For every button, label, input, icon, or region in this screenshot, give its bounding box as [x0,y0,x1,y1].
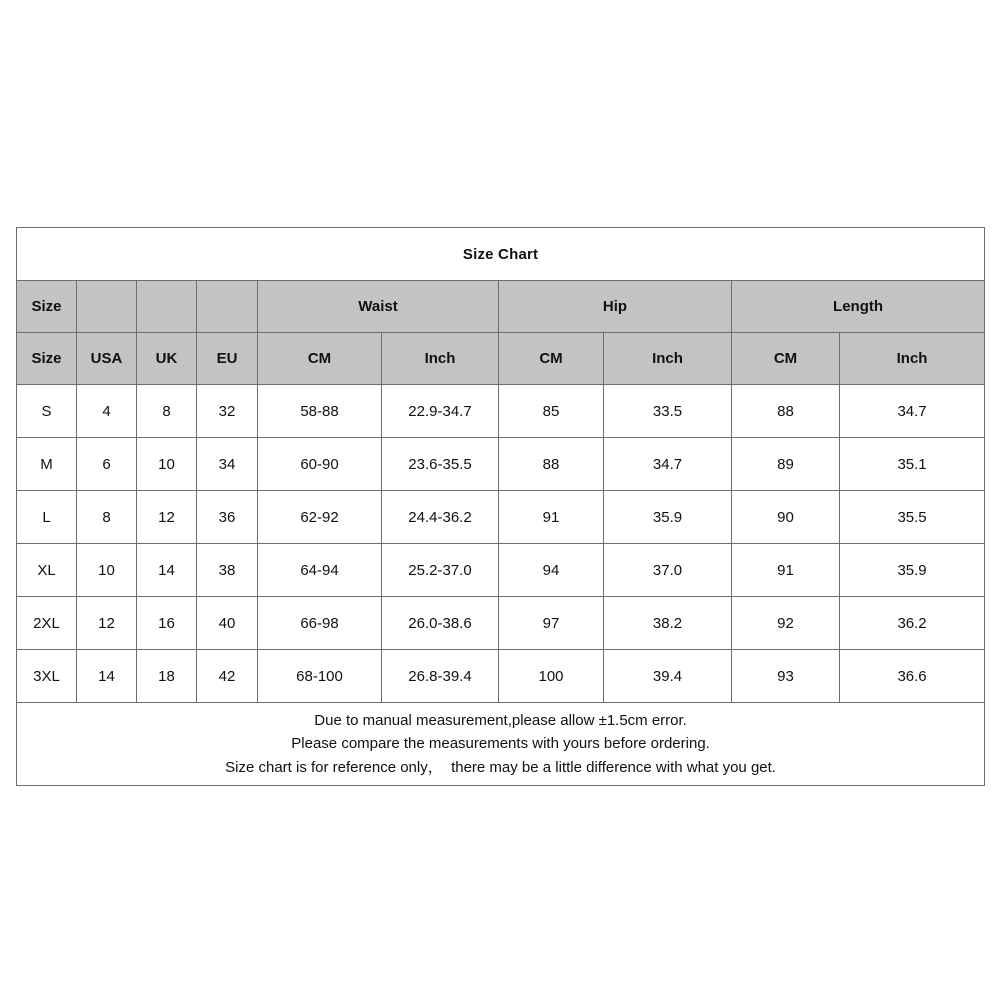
cell-hip-inch: 37.0 [604,544,732,597]
sub-header-row [17,333,985,385]
sub-header-eu: EU [197,333,258,385]
cell-waist-cm: 60-90 [258,438,382,491]
cell-waist-cm: 64-94 [258,544,382,597]
cell-usa: 8 [77,491,137,544]
cell-size: M [17,438,77,491]
cell-hip-cm: 88 [499,438,604,491]
group-header-blank-1 [77,281,137,333]
cell-waist-cm: 68-100 [258,650,382,703]
sub-header-size: Size [17,333,77,385]
cell-length-inch: 36.6 [840,650,985,703]
cell-usa: 4 [77,385,137,438]
cell-usa: 12 [77,597,137,650]
cell-hip-inch: 33.5 [604,385,732,438]
group-header-row [17,281,985,333]
cell-waist-inch: 24.4-36.2 [382,491,499,544]
cell-length-inch: 35.1 [840,438,985,491]
cell-uk: 8 [137,385,197,438]
cell-waist-inch: 23.6-35.5 [382,438,499,491]
cell-length-inch: 35.5 [840,491,985,544]
cell-hip-cm: 100 [499,650,604,703]
group-header-blank-3 [197,281,258,333]
cell-eu: 34 [197,438,258,491]
cell-waist-cm: 66-98 [258,597,382,650]
cell-length-inch: 34.7 [840,385,985,438]
cell-size: 2XL [17,597,77,650]
cell-usa: 14 [77,650,137,703]
cell-hip-inch: 35.9 [604,491,732,544]
cell-waist-inch: 26.0-38.6 [382,597,499,650]
table-row [17,650,985,703]
cell-eu: 32 [197,385,258,438]
sub-header-usa: USA [77,333,137,385]
note-line-3: Size chart is for reference only， there may be a little difference with what you get. [225,758,776,776]
cell-hip-cm: 85 [499,385,604,438]
group-header-waist: Waist [258,281,499,333]
cell-length-cm: 93 [732,650,840,703]
cell-length-cm: 88 [732,385,840,438]
group-header-blank-2 [137,281,197,333]
title-row [17,228,985,281]
cell-usa: 6 [77,438,137,491]
size-chart-table [16,227,985,786]
cell-hip-cm: 91 [499,491,604,544]
group-header-size: Size [17,281,77,333]
table-row [17,438,985,491]
cell-usa: 10 [77,544,137,597]
cell-waist-cm: 62-92 [258,491,382,544]
page-title: Size Chart [17,228,985,281]
cell-eu: 36 [197,491,258,544]
cell-hip-inch: 39.4 [604,650,732,703]
cell-length-inch: 35.9 [840,544,985,597]
cell-length-cm: 91 [732,544,840,597]
cell-uk: 18 [137,650,197,703]
cell-uk: 10 [137,438,197,491]
cell-waist-inch: 26.8-39.4 [382,650,499,703]
cell-waist-cm: 58-88 [258,385,382,438]
cell-size: XL [17,544,77,597]
sub-header-hip-cm: CM [499,333,604,385]
sub-header-length-inch: Inch [840,333,985,385]
cell-length-cm: 90 [732,491,840,544]
cell-size: L [17,491,77,544]
sub-header-length-cm: CM [732,333,840,385]
cell-hip-cm: 94 [499,544,604,597]
sub-header-waist-cm: CM [258,333,382,385]
cell-uk: 16 [137,597,197,650]
cell-uk: 14 [137,544,197,597]
sub-header-waist-inch: Inch [382,333,499,385]
cell-waist-inch: 22.9-34.7 [382,385,499,438]
cell-size: 3XL [17,650,77,703]
note-line-2: Please compare the measurements with yours before ordering. [291,735,710,753]
cell-hip-cm: 97 [499,597,604,650]
table-row [17,597,985,650]
cell-hip-inch: 34.7 [604,438,732,491]
table-row [17,385,985,438]
measurement-notes [17,703,985,786]
group-header-length: Length [732,281,985,333]
cell-hip-inch: 38.2 [604,597,732,650]
sub-header-uk: UK [137,333,197,385]
cell-eu: 38 [197,544,258,597]
cell-eu: 40 [197,597,258,650]
notes-row [17,703,985,786]
cell-length-cm: 89 [732,438,840,491]
cell-size: S [17,385,77,438]
table-row [17,491,985,544]
cell-uk: 12 [137,491,197,544]
cell-waist-inch: 25.2-37.0 [382,544,499,597]
cell-eu: 42 [197,650,258,703]
group-header-hip: Hip [499,281,732,333]
sub-header-hip-inch: Inch [604,333,732,385]
table-row [17,544,985,597]
cell-length-cm: 92 [732,597,840,650]
cell-length-inch: 36.2 [840,597,985,650]
note-line-1: Due to manual measurement,please allow ±1.5cm error. [314,711,687,729]
